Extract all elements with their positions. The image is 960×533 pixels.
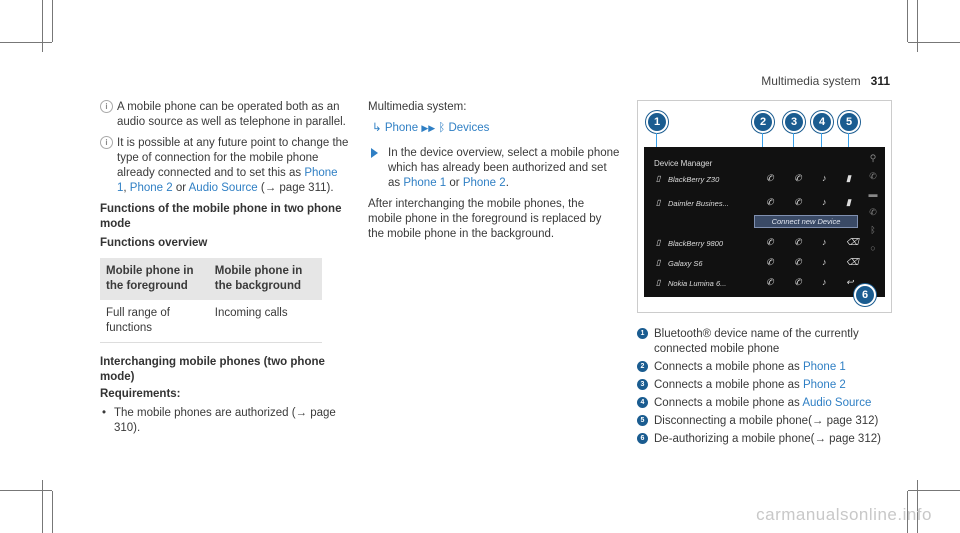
audio-source-link[interactable]: Audio Source [188,181,258,194]
phone-menu-link[interactable]: Phone [384,121,419,134]
phone1-link[interactable]: Phone 1 [403,176,447,189]
legend-number: 6 [637,433,648,444]
phone-device-icon: ▯ [656,198,661,207]
callout-1: 1 [646,111,668,133]
phone1-icon[interactable]: ✆ [766,173,774,183]
step-arrow-icon [371,148,378,158]
phone2-icon[interactable]: ✆ [794,173,802,183]
display-screen [644,147,885,297]
side-menu [863,153,883,291]
page-header [761,74,890,90]
car-icon[interactable]: ▬ [868,189,878,199]
functions-table [100,258,322,343]
page-number: 311 [870,74,890,88]
instruction-step [368,146,620,191]
audio-source-icon[interactable]: ♪ [822,277,827,287]
deauthorize-icon[interactable]: ⌫ [846,257,859,267]
device-name: Daimler Busines... [668,199,729,208]
note-text: (→ page 311). [257,181,334,194]
crop-mark [917,0,918,52]
audio-source-link[interactable]: Audio Source [802,396,872,409]
disconnect-icon[interactable]: ▮ [846,197,851,207]
crop-mark [42,480,43,533]
deauthorize-icon[interactable]: ⌫ [846,237,859,247]
legend-item [637,378,897,393]
legend-item [637,414,897,429]
system-label: Multimedia system: [368,101,467,113]
header-title: Multimedia system [761,74,861,88]
list-item[interactable] [654,273,856,293]
legend-item [637,360,897,375]
legend-number: 4 [637,397,648,408]
note-text: A mobile phone can be operated both as an audio source as well as telephone in parallel. [117,101,346,128]
section-heading: Interchanging mobile phones (two phone mode) [100,356,325,384]
list-item[interactable] [654,253,859,273]
phone1-icon[interactable]: ✆ [766,237,774,247]
bluetooth-icon: ᛒ [438,121,446,134]
device-name: Galaxy S6 [668,259,703,268]
search-icon[interactable]: ⚲ [869,153,877,163]
phone-icon[interactable]: ✆ [869,171,877,181]
phone1-icon[interactable]: ✆ [766,277,774,287]
call-icon[interactable]: ✆ [869,207,877,217]
callout-5: 5 [838,111,860,133]
device-name: BlackBerry Z30 [668,175,720,184]
audio-source-icon[interactable]: ♪ [822,197,827,207]
phone1-icon[interactable]: ✆ [766,197,774,207]
phone-device-icon: ▯ [656,238,661,247]
info-icon: i [100,100,113,113]
crop-mark [0,42,52,43]
phone1-link[interactable]: Phone 1 [802,360,846,373]
list-item[interactable] [654,193,856,213]
phone2-link[interactable]: Phone 2 [802,378,846,391]
note [100,100,350,130]
crop-mark [52,491,53,533]
crop-mark [42,0,43,52]
menu-path [368,121,620,136]
column-1 [100,100,350,436]
requirements-label: Requirements: [100,388,181,401]
note-text: , [123,181,130,194]
callout-4: 4 [811,111,833,133]
phone-device-icon: ▯ [656,174,661,183]
list-item[interactable] [654,169,856,189]
crop-mark [0,490,52,491]
path-arrow-icon: ↳ [372,121,382,134]
legend-number: 1 [637,328,648,339]
figure-legend [637,327,897,450]
note-text: or [172,181,189,194]
bullet-item: • The mobile phones are authorized (→ page 310). [100,406,350,436]
legend-text: Connects a mobile phone as [654,360,803,373]
table-header: Mobile phone in the background [209,258,322,300]
table-cell: Incoming calls [209,300,322,342]
phone2-icon[interactable]: ✆ [794,197,802,207]
watermark: carmanualsonline.info [756,505,932,524]
section-heading: Functions overview [100,236,208,249]
legend-item [637,327,897,357]
legend-text: Disconnecting a mobile phone(→ page 312) [654,414,879,427]
table-header: Mobile phone in the foreground [100,258,209,300]
phone1-icon[interactable]: ✆ [766,257,774,267]
bluetooth-icon[interactable]: ᛒ [870,225,876,235]
phone-device-icon: ▯ [656,278,661,287]
crop-mark [908,490,960,491]
device-name: Nokia Lumina 6... [668,279,727,288]
crop-mark [52,0,53,42]
double-chevron-icon: ▶▶ [421,122,436,133]
device-name: BlackBerry 9800 [668,239,724,248]
back-icon[interactable]: ↩ [846,277,854,287]
paragraph: After interchanging the mobile phones, the mobile phone in the foreground is replaced by the mobile phone in the background. [368,197,602,240]
disconnect-icon[interactable]: ▮ [846,173,851,183]
callout-6: 6 [854,284,876,306]
legend-number: 2 [637,361,648,372]
audio-source-icon[interactable]: ♪ [822,237,827,247]
section-heading: Functions of the mobile phone in two phone mode [100,202,342,230]
note [100,136,350,196]
phone2-link[interactable]: Phone 2 [129,181,173,194]
phone-device-icon: ▯ [656,258,661,267]
legend-item [637,396,897,411]
callout-2: 2 [752,111,774,133]
legend-number: 5 [637,415,648,426]
phone2-icon[interactable]: ✆ [794,237,802,247]
audio-source-icon[interactable]: ♪ [822,257,827,267]
legend-text: Connects a mobile phone as [654,396,803,409]
device-manager-figure [637,100,892,313]
column-2 [368,100,620,242]
phone2-icon[interactable]: ✆ [794,277,802,287]
callout-3: 3 [783,111,805,133]
legend-text: Connects a mobile phone as [654,378,803,391]
step-text: . [505,176,509,189]
devices-menu-link[interactable]: Devices [448,121,490,134]
step-text: In the device overview, select a mobile phone which has already been authorized and set as [388,146,620,189]
phone2-icon[interactable]: ✆ [794,257,802,267]
settings-icon[interactable]: ○ [870,243,876,253]
table-cell: Full range of functions [100,300,209,342]
phone1-link[interactable]: Phone 1 [117,166,338,194]
note-text: It is possible at any future point to change the type of connection for the mobile phone already connected and to set this as [117,136,349,179]
legend-number: 3 [637,379,648,390]
connect-new-device-button[interactable]: Connect new Device [754,215,858,228]
audio-source-icon[interactable]: ♪ [822,173,827,183]
table-row [100,300,322,342]
info-icon: i [100,136,113,149]
legend-text: Bluetooth® device name of the currently connected mobile phone [654,328,859,355]
legend-item [637,432,897,447]
list-item[interactable] [654,233,859,253]
crop-mark [907,0,908,42]
crop-mark [908,42,960,43]
legend-text: De-authorizing a mobile phone(→ page 312) [654,432,881,445]
step-text: or [446,176,463,189]
phone2-link[interactable]: Phone 2 [462,176,506,189]
device-manager-title: Device Manager [654,159,713,168]
